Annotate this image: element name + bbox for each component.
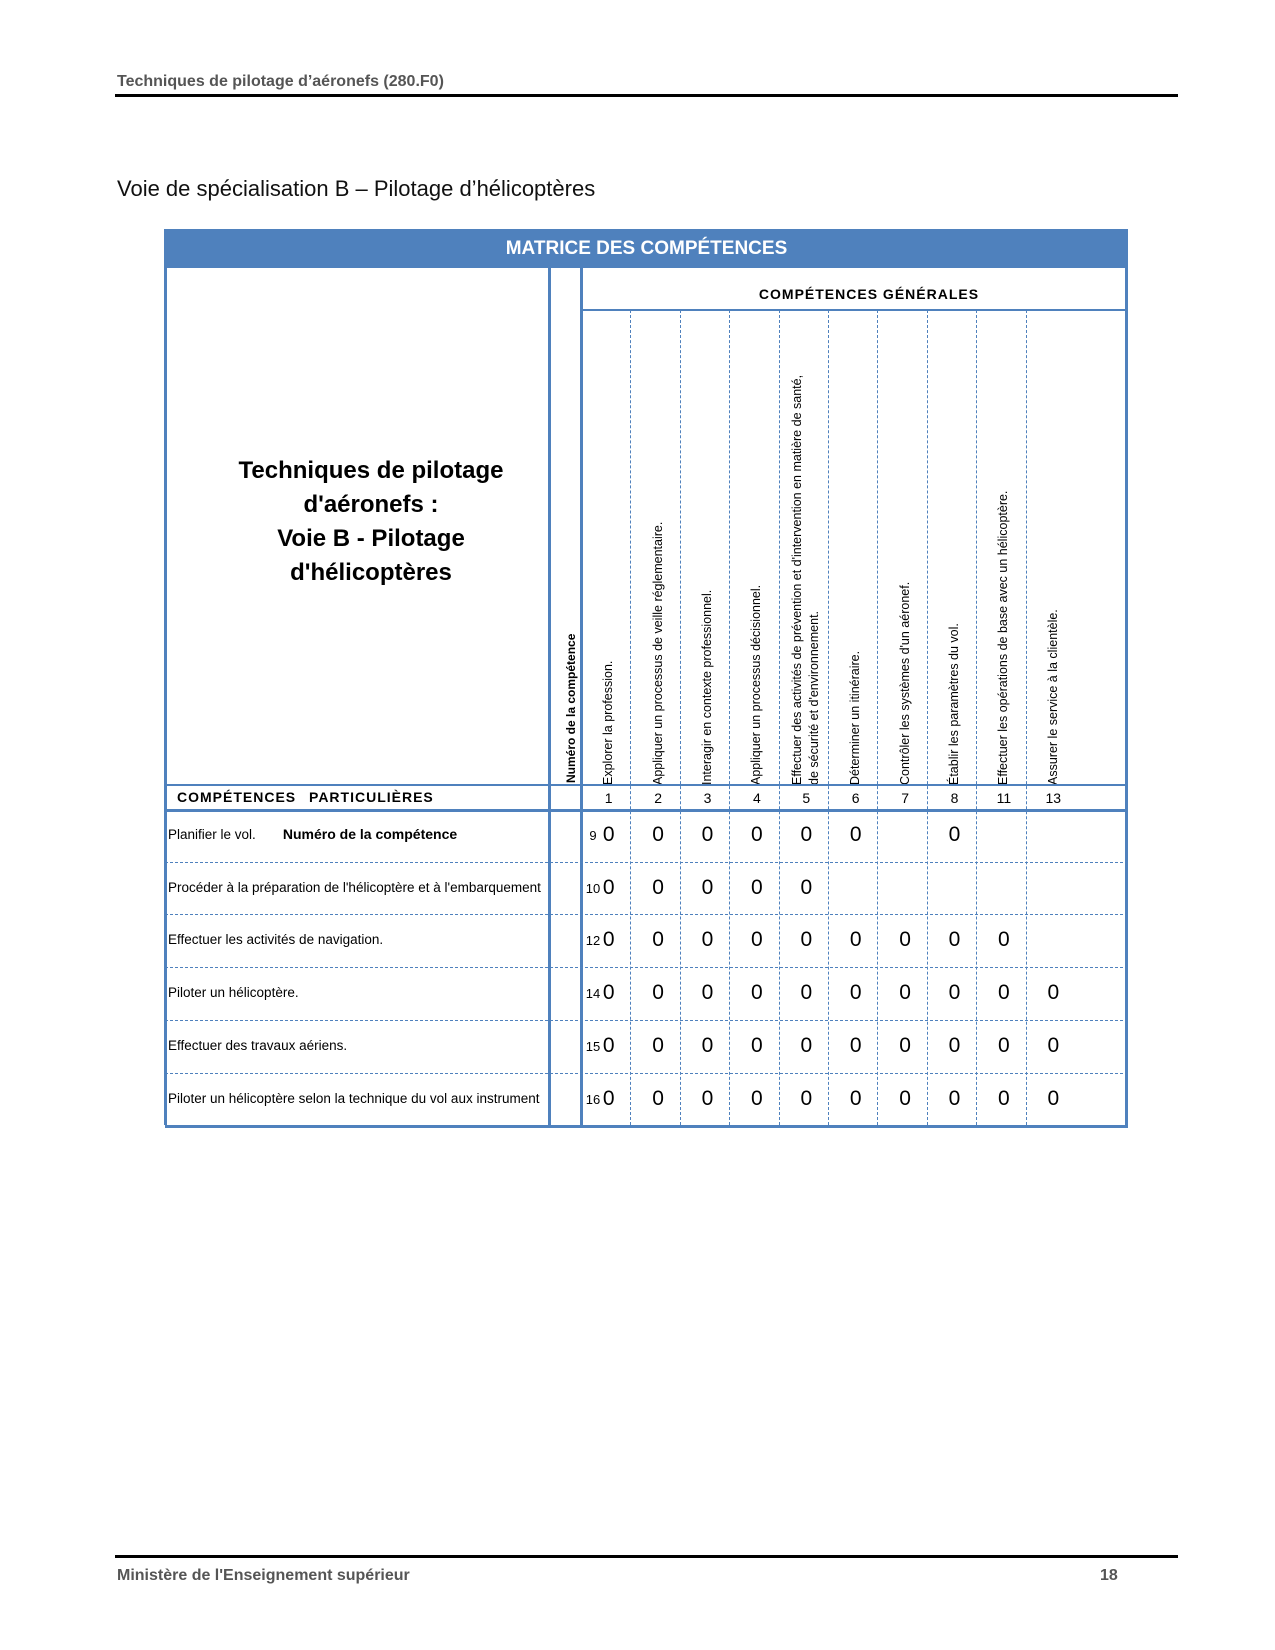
particular-competency-number: 14 — [585, 986, 601, 1002]
matrix-mark: 0 — [849, 1086, 862, 1110]
competency-number-vertical-label: Numéro de la compétence — [564, 633, 578, 783]
program-title-line: d'aéronefs : — [303, 491, 439, 518]
matrix-mark: 0 — [849, 981, 862, 1005]
grid-line — [1026, 310, 1027, 1125]
grid-line — [630, 310, 631, 1125]
particular-competency-number: 15 — [585, 1038, 601, 1054]
header-rule — [115, 94, 1178, 97]
matrix-mark: 0 — [652, 1086, 664, 1110]
matrix-mark: 0 — [1047, 981, 1060, 1005]
general-competency-header-line: Déterminer un itinéraire. — [848, 650, 863, 785]
matrix-mark: 0 — [800, 875, 813, 899]
footer-ministry: Ministère de l'Enseignement supérieur — [117, 1567, 410, 1584]
matrix-mark: 0 — [751, 981, 763, 1005]
matrix-mark: 0 — [602, 981, 615, 1005]
general-competency-number: 2 — [654, 790, 662, 806]
general-competency-header-line: Établir les paramètres du vol. — [947, 623, 961, 785]
grid-line — [1125, 229, 1128, 1125]
matrix-mark: 0 — [1047, 1086, 1060, 1110]
matrix-mark: 0 — [1047, 1033, 1060, 1057]
general-competency-number: 6 — [851, 790, 860, 806]
matrix-mark: 0 — [948, 823, 961, 846]
matrix-mark: 0 — [849, 928, 862, 952]
matrix-mark: 0 — [998, 1033, 1010, 1057]
general-competency-header — [600, 661, 617, 785]
matrix-mark: 0 — [899, 1086, 911, 1110]
matrix-mark: 0 — [751, 823, 763, 846]
particular-competency-number: 12 — [585, 933, 601, 949]
particular-competency-name: Effectuer les activités de navigation. — [168, 932, 384, 948]
general-competency-header-line: Contrôler les systèmes d'un aéronef. — [897, 581, 912, 785]
matrix-mark: 0 — [751, 1086, 763, 1110]
particular-competency-number: 16 — [585, 1091, 601, 1107]
grid-line — [165, 862, 1128, 863]
general-competency-number: 13 — [1045, 790, 1062, 806]
general-competency-header-line: Explorer la profession. — [601, 660, 616, 785]
general-competency-header-line: Assurer le service à la clientèle. — [1045, 609, 1060, 785]
grid-line — [976, 310, 977, 1125]
general-competency-header — [650, 522, 667, 785]
matrix-mark: 0 — [849, 1033, 862, 1057]
page-number: 18 — [1100, 1567, 1118, 1584]
matrix-mark: 0 — [800, 1033, 813, 1057]
program-title-line: d'hélicoptères — [290, 559, 452, 586]
general-competency-header-line: Effectuer des activités de prévention et d'intervention en matière de santé, — [790, 374, 805, 785]
matrix-mark: 0 — [751, 1033, 763, 1057]
grid-line — [580, 257, 583, 1125]
general-competency-number: 5 — [802, 790, 811, 806]
general-competency-header — [699, 590, 716, 785]
matrix-mark: 0 — [701, 1086, 714, 1110]
grid-line — [165, 1073, 1128, 1074]
particular-competency-number: 9 — [589, 828, 597, 843]
general-competency-number: 3 — [703, 790, 712, 806]
matrix-mark: 0 — [948, 928, 961, 952]
particular-competency-name: Planifier le vol. — [168, 827, 256, 842]
matrix-mark: 0 — [602, 875, 615, 899]
matrix-mark: 0 — [602, 1086, 615, 1110]
program-title — [195, 454, 547, 590]
general-competency-number: 11 — [996, 790, 1012, 806]
general-competency-header — [897, 582, 914, 785]
grid-line — [729, 310, 730, 1125]
matrix-mark: 0 — [800, 928, 813, 952]
matrix-mark: 0 — [899, 928, 911, 952]
general-competencies-label: COMPÉTENCES GÉNÉRALES — [758, 286, 980, 302]
matrix-mark: 0 — [998, 981, 1010, 1005]
matrix-mark: 0 — [701, 875, 714, 899]
grid-line — [164, 229, 167, 1125]
matrix-mark: 0 — [602, 1033, 615, 1057]
matrix-mark: 0 — [751, 875, 763, 899]
grid-line — [165, 1125, 1128, 1128]
grid-line — [165, 784, 1128, 786]
matrix-mark: 0 — [652, 928, 664, 952]
particular-competency-name: Effectuer des travaux aériens. — [168, 1037, 348, 1053]
grid-line — [165, 967, 1128, 968]
general-competency-header — [847, 651, 864, 785]
competency-matrix — [165, 229, 1128, 1180]
matrix-mark: 0 — [751, 928, 763, 952]
matrix-mark: 0 — [602, 928, 615, 952]
grid-line — [548, 257, 551, 1125]
general-competency-number: 8 — [950, 790, 959, 806]
grid-line — [779, 310, 780, 1125]
general-competency-number: 1 — [604, 790, 613, 806]
matrix-mark: 0 — [701, 1033, 714, 1057]
general-competency-number: 7 — [901, 790, 909, 806]
program-title-line: Voie B - Pilotage — [277, 525, 465, 552]
matrix-mark: 0 — [948, 981, 961, 1005]
matrix-mark: 0 — [602, 823, 615, 846]
matrix-mark: 0 — [800, 823, 813, 846]
general-competency-header-line: de sécurité et d'environnement. — [807, 610, 822, 785]
grid-line — [583, 309, 1128, 311]
general-competency-header — [748, 585, 765, 785]
general-competency-number: 4 — [752, 790, 761, 806]
general-competency-header — [789, 375, 823, 785]
particular-competency-name: Piloter un hélicoptère. — [168, 985, 299, 1001]
general-competency-header-line: Interagir en contexte professionnel. — [700, 589, 714, 785]
particular-competency-name: Procéder à la préparation de l'hélicoptère et à l'embarquement — [168, 879, 541, 895]
running-header: Techniques de pilotage d’aéronefs (280.F0) — [117, 73, 444, 90]
grid-line — [828, 310, 829, 1125]
grid-line — [680, 310, 681, 1125]
matrix-mark: 0 — [899, 1033, 911, 1057]
matrix-mark: 0 — [652, 875, 664, 899]
general-competency-header-line: Effectuer les opérations de base avec un hélicoptère. — [996, 490, 1011, 785]
matrix-mark: 0 — [948, 1086, 961, 1110]
matrix-mark: 0 — [652, 823, 664, 846]
grid-line — [165, 1020, 1128, 1021]
footer-rule — [115, 1555, 1178, 1558]
particular-competency-number: 10 — [585, 880, 601, 896]
grid-line — [165, 257, 1128, 259]
matrix-mark: 0 — [701, 823, 714, 846]
matrix-mark: 0 — [948, 1033, 961, 1057]
matrix-banner: MATRICE DES COMPÉTENCES — [165, 229, 1128, 268]
grid-line — [165, 809, 1128, 812]
grid-line — [165, 914, 1128, 915]
matrix-mark: 0 — [998, 928, 1010, 952]
matrix-mark: 0 — [849, 823, 862, 846]
matrix-mark: 0 — [800, 1086, 813, 1110]
general-competency-header — [1045, 609, 1062, 785]
matrix-mark: 0 — [652, 1033, 664, 1057]
particular-competency-name: Piloter un hélicoptère selon la technique du vol aux instrument — [168, 1090, 540, 1106]
general-competency-header — [995, 491, 1012, 785]
matrix-mark: 0 — [701, 928, 714, 952]
section-heading: Voie de spécialisation B – Pilotage d’hélicoptères — [117, 176, 596, 201]
number-row-label: Numéro de la compétence — [282, 826, 458, 842]
matrix-mark: 0 — [800, 981, 813, 1005]
general-competency-header-line: Appliquer un processus décisionnel. — [749, 584, 764, 785]
particular-competencies-label: COMPÉTENCES PARTICULIÈRES — [177, 789, 434, 805]
grid-line — [927, 310, 928, 1125]
matrix-mark: 0 — [998, 1086, 1010, 1110]
general-competency-header-line: Appliquer un processus de veille réglementaire. — [650, 521, 665, 785]
matrix-mark: 0 — [701, 981, 714, 1005]
general-competency-header — [946, 623, 963, 785]
grid-line — [877, 310, 878, 1125]
program-title-line: Techniques de pilotage — [238, 457, 504, 484]
matrix-mark: 0 — [899, 981, 911, 1005]
matrix-mark: 0 — [652, 981, 664, 1005]
